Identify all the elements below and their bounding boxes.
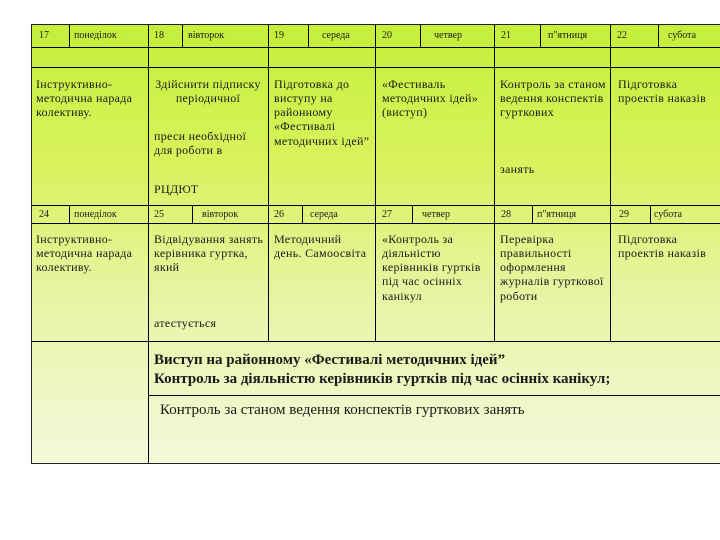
grid-line [32, 223, 720, 224]
grid-line [308, 25, 309, 47]
task-monday: Інструктивно-методична нарада колективу. [36, 77, 133, 120]
date-number: 18 [154, 30, 164, 41]
date-number: 17 [39, 30, 49, 41]
grid-line [32, 205, 720, 206]
grid-line [182, 25, 183, 47]
task-saturday: Підготовка проектів наказів [618, 232, 707, 261]
grid-line [302, 205, 303, 223]
grid-line [32, 341, 720, 342]
summary-line: Контроль за станом ведення конспектів гурткових занять [160, 402, 525, 418]
grid-line [650, 205, 651, 223]
grid-line [610, 25, 611, 341]
day-name: середа [310, 209, 338, 220]
day-name: понеділок [74, 209, 117, 220]
task-tuesday: Відвідування занять керівника гуртка, який [154, 232, 264, 275]
grid-line [148, 25, 149, 463]
task-saturday: Підготовка проектів наказів [618, 77, 707, 106]
date-number: 29 [619, 209, 629, 220]
task-friday: Перевірка правильності оформлення журналів гурткової роботи [500, 232, 604, 303]
day-name: четвер [434, 30, 462, 41]
date-number: 20 [382, 30, 392, 41]
day-name: вівторок [202, 209, 239, 220]
summary-line: Контроль за діяльністю керівників гуртків під час осінніх канікул; [154, 371, 611, 387]
date-number: 26 [274, 209, 284, 220]
schedule-table [31, 24, 720, 464]
grid-line [69, 205, 70, 223]
task-wednesday: Підготовка до виступу на районному «Фестивалі методичних ідей” [274, 77, 370, 148]
date-number: 22 [617, 30, 627, 41]
grid-line [494, 25, 495, 341]
grid-line [420, 25, 421, 47]
date-number: 21 [501, 30, 511, 41]
date-number: 24 [39, 209, 49, 220]
grid-line [658, 25, 659, 47]
day-name: п"ятниця [537, 209, 577, 220]
task-monday: Інструктивно-методична нарада колективу. [36, 232, 133, 275]
task-wednesday: Методичний день. Самоосвіта [274, 232, 367, 261]
day-name: понеділок [74, 30, 117, 41]
task-thursday: «Контроль за діяльністю керівників гуртків під час осінніх канікул [382, 232, 481, 303]
day-name: четвер [422, 209, 450, 220]
day-name: п"ятниця [548, 30, 588, 41]
grid-line [32, 67, 720, 68]
task-tuesday: Здійснити підписку періодичної [155, 77, 261, 106]
date-number: 27 [382, 209, 392, 220]
grid-line [32, 47, 720, 48]
task-tuesday-continued: атестується [154, 316, 217, 330]
summary-line: Виступ на районному «Фестивалі методичних ідей” [154, 352, 506, 368]
grid-line [412, 205, 413, 223]
grid-line [540, 25, 541, 47]
grid-line [69, 25, 70, 47]
grid-line [375, 25, 376, 341]
grid-line [532, 205, 533, 223]
task-thursday: «Фестиваль методичних ідей» (виступ) [382, 77, 479, 120]
day-name: субота [668, 30, 697, 41]
grid-line [268, 25, 269, 341]
task-friday: Контроль за станом ведення конспектів гурткових [500, 77, 606, 120]
date-number: 19 [274, 30, 284, 41]
date-number: 25 [154, 209, 164, 220]
day-name: субота [654, 209, 683, 220]
grid-line [148, 395, 720, 396]
task-tuesday-org: РЦДЮТ [154, 182, 199, 196]
grid-line [192, 205, 193, 223]
day-name: вівторок [188, 30, 225, 41]
date-number: 28 [501, 209, 511, 220]
task-tuesday-continued: преси необхідної для роботи в [154, 129, 247, 158]
task-friday-continued: занять [500, 162, 535, 176]
day-name: середа [322, 30, 350, 41]
